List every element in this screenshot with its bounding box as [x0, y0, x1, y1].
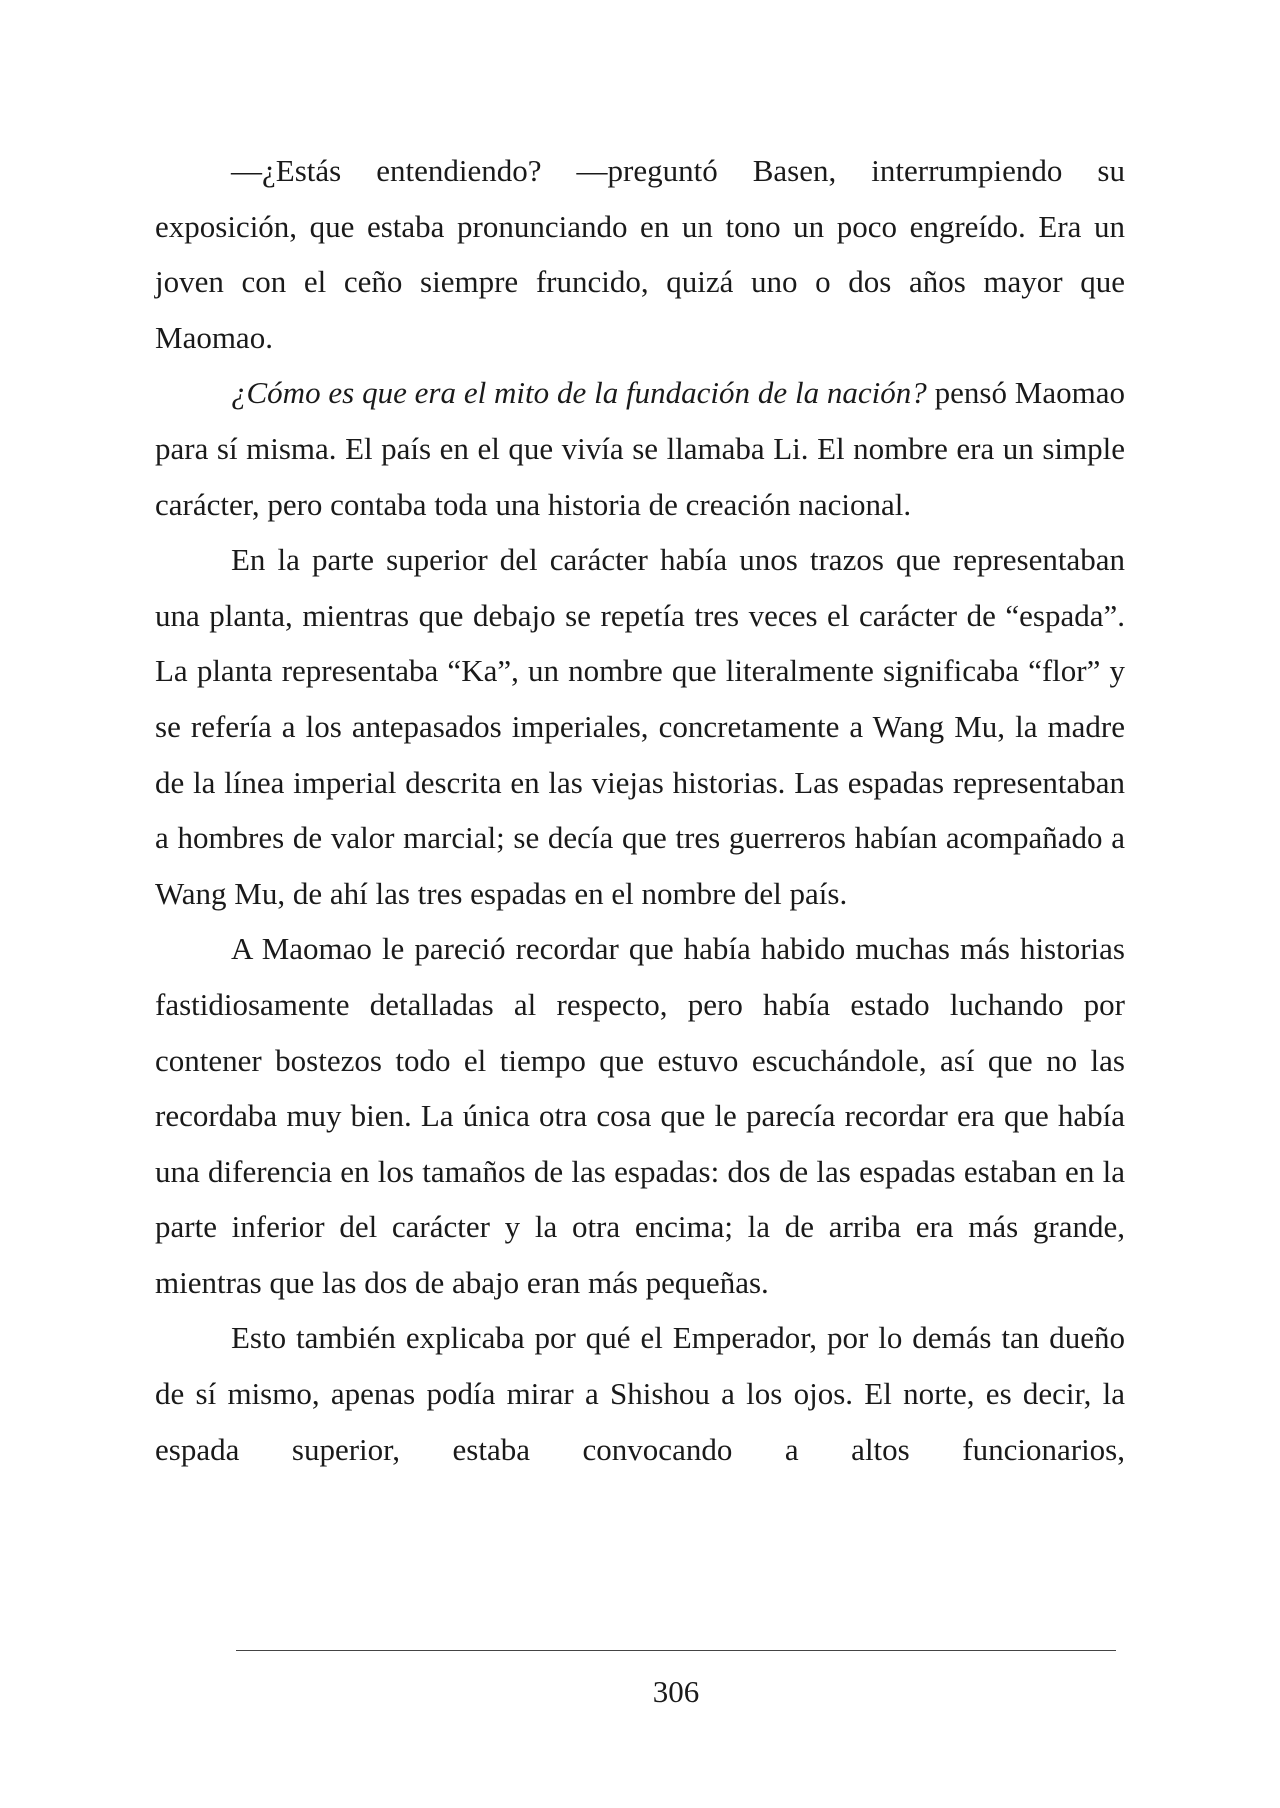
paragraph-1-text: —¿Estás entendiendo? —preguntó Basen, interrumpiendo su exposición, que estaba pronunciando en un tono un poco engreído. Era un joven con el ceño siempre fruncido, quizá uno o dos años mayor que Maomao. [155, 153, 1125, 355]
paragraph-2-italic-thought: ¿Cómo es que era el mito de la fundación de la nación? [231, 375, 927, 411]
page-number: 306 [652, 1674, 700, 1709]
paragraph-4-text: A Maomao le pareció recordar que había habido muchas más historias fastidiosamente detalladas al respecto, pero había estado luchando por contener bostezos todo el tiempo que estuvo escuchándole, así que no las recordaba muy bien. La única otra cosa que le parecía recordar era que había una diferencia en los tamaños de las espadas: dos de las espadas estaban en la parte inferior del carácter y la otra encima; la de arriba era más grande, mientras que las dos de abajo eran más pequeñas. [155, 931, 1125, 1300]
paragraph-1 [155, 143, 1125, 365]
paragraph-2 [155, 365, 1125, 532]
paragraph-3-text: En la parte superior del carácter había unos trazos que representaban una planta, mientras que debajo se repetía tres veces el carácter de “espada”. La planta representaba “Ka”, un nombre que literalmente significaba “flor” y se refería a los antepasados imperiales, concretamente a Wang Mu, la madre de la línea imperial descrita en las viejas historias. Las espadas representaban a hombres de valor marcial; se decía que tres guerreros habían acompañado a Wang Mu, de ahí las tres espadas en el nombre del país. [155, 542, 1125, 911]
paragraph-4 [155, 921, 1125, 1310]
paragraph-5 [155, 1310, 1125, 1477]
footer-divider [236, 1650, 1116, 1651]
body-text [155, 143, 1125, 1477]
paragraph-2-text: pensó Maomao para sí misma. El país en el que vivía se llamaba Li. El nombre era un simple carácter, pero contaba toda una historia de creación nacional. [155, 375, 1125, 522]
paragraph-3 [155, 532, 1125, 921]
paragraph-5-text: Esto también explicaba por qué el Emperador, por lo demás tan dueño de sí mismo, apenas podía mirar a Shishou a los ojos. El norte, es decir, la espada superior, estaba convocando a altos funcionarios, [155, 1320, 1125, 1467]
